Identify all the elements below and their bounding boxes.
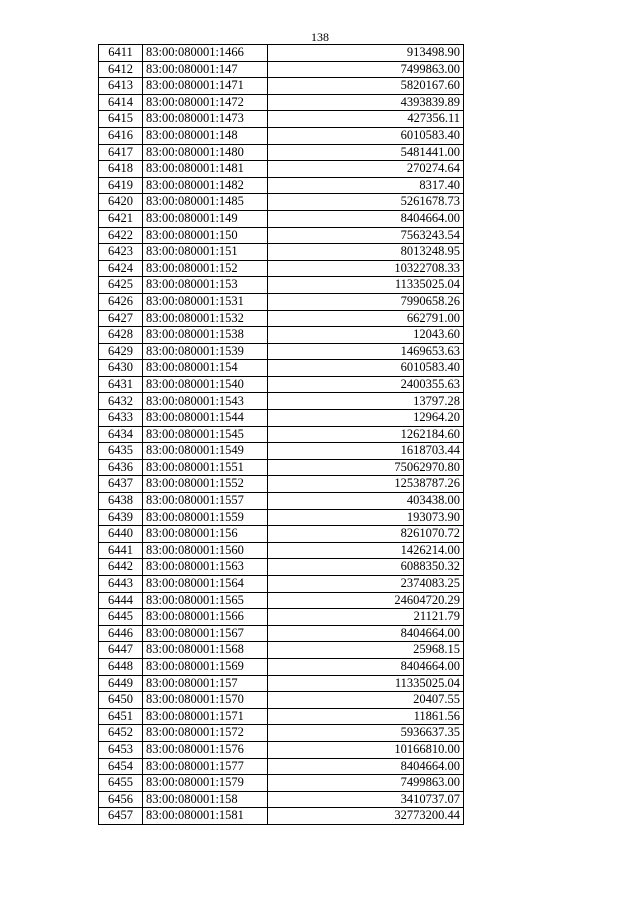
table-row [99, 642, 464, 659]
row-number-cell: 6419 [99, 177, 143, 194]
row-number-cell: 6447 [99, 642, 143, 659]
table-row [99, 277, 464, 294]
row-number-cell: 6442 [99, 559, 143, 576]
row-number-cell: 6441 [99, 542, 143, 559]
cadastral-number-cell: 83:00:080001:1545 [143, 426, 268, 443]
cadastral-number-cell: 83:00:080001:1563 [143, 559, 268, 576]
row-number-cell: 6437 [99, 476, 143, 493]
table-row [99, 708, 464, 725]
cadastral-number-cell: 83:00:080001:1540 [143, 376, 268, 393]
cadastral-value-cell: 12964.20 [268, 410, 464, 427]
table-row [99, 758, 464, 775]
cadastral-number-cell: 83:00:080001:1568 [143, 642, 268, 659]
row-number-cell: 6432 [99, 393, 143, 410]
table-row [99, 343, 464, 360]
table-row [99, 310, 464, 327]
cadastral-number-cell: 83:00:080001:1549 [143, 443, 268, 460]
cadastral-number-cell: 83:00:080001:1473 [143, 111, 268, 128]
cadastral-value-cell: 1262184.60 [268, 426, 464, 443]
table-row [99, 161, 464, 178]
table-row [99, 692, 464, 709]
cadastral-value-cell: 270274.64 [268, 161, 464, 178]
table-row [99, 741, 464, 758]
cadastral-value-cell: 5820167.60 [268, 78, 464, 95]
table-row [99, 675, 464, 692]
row-number-cell: 6445 [99, 609, 143, 626]
table-row [99, 327, 464, 344]
row-number-cell: 6436 [99, 459, 143, 476]
cadastral-value-cell: 11335025.04 [268, 675, 464, 692]
cadastral-value-cell: 403438.00 [268, 493, 464, 510]
row-number-cell: 6444 [99, 592, 143, 609]
cadastral-number-cell: 83:00:080001:1538 [143, 327, 268, 344]
table-row [99, 78, 464, 95]
cadastral-value-cell: 3410737.07 [268, 791, 464, 808]
row-number-cell: 6421 [99, 210, 143, 227]
row-number-cell: 6422 [99, 227, 143, 244]
row-number-cell: 6417 [99, 144, 143, 161]
table-row [99, 111, 464, 128]
table-row [99, 360, 464, 377]
cadastral-value-cell: 4393839.89 [268, 94, 464, 111]
cadastral-number-cell: 83:00:080001:150 [143, 227, 268, 244]
table-row [99, 526, 464, 543]
row-number-cell: 6456 [99, 791, 143, 808]
table-body [99, 45, 464, 825]
cadastral-value-cell: 913498.90 [268, 45, 464, 62]
table-row [99, 476, 464, 493]
table-row [99, 45, 464, 62]
cadastral-value-cell: 1469653.63 [268, 343, 464, 360]
cadastral-value-cell: 12043.60 [268, 327, 464, 344]
row-number-cell: 6423 [99, 244, 143, 261]
row-number-cell: 6431 [99, 376, 143, 393]
cadastral-value-cell: 10166810.00 [268, 741, 464, 758]
table-row [99, 725, 464, 742]
cadastral-value-cell: 8404664.00 [268, 625, 464, 642]
cadastral-value-cell: 6088350.32 [268, 559, 464, 576]
table-row [99, 443, 464, 460]
table-row [99, 393, 464, 410]
row-number-cell: 6427 [99, 310, 143, 327]
cadastral-number-cell: 83:00:080001:1466 [143, 45, 268, 62]
table-row [99, 227, 464, 244]
cadastral-value-cell: 427356.11 [268, 111, 464, 128]
cadastral-value-cell: 32773200.44 [268, 808, 464, 825]
row-number-cell: 6430 [99, 360, 143, 377]
table-row [99, 808, 464, 825]
cadastral-number-cell: 83:00:080001:1531 [143, 293, 268, 310]
cadastral-value-cell: 10322708.33 [268, 260, 464, 277]
row-number-cell: 6418 [99, 161, 143, 178]
cadastral-number-cell: 83:00:080001:157 [143, 675, 268, 692]
row-number-cell: 6420 [99, 194, 143, 211]
cadastral-value-cell: 7990658.26 [268, 293, 464, 310]
cadastral-number-cell: 83:00:080001:1572 [143, 725, 268, 742]
cadastral-number-cell: 83:00:080001:147 [143, 61, 268, 78]
cadastral-number-cell: 83:00:080001:1571 [143, 708, 268, 725]
cadastral-value-cell: 21121.79 [268, 609, 464, 626]
row-number-cell: 6446 [99, 625, 143, 642]
cadastral-number-cell: 83:00:080001:156 [143, 526, 268, 543]
cadastral-value-cell: 8404664.00 [268, 758, 464, 775]
row-number-cell: 6424 [99, 260, 143, 277]
table-row [99, 94, 464, 111]
cadastral-value-cell: 7499863.00 [268, 775, 464, 792]
row-number-cell: 6453 [99, 741, 143, 758]
cadastral-value-cell: 2400355.63 [268, 376, 464, 393]
cadastral-value-cell: 25968.15 [268, 642, 464, 659]
cadastral-number-cell: 83:00:080001:152 [143, 260, 268, 277]
table-row [99, 658, 464, 675]
cadastral-value-table [98, 44, 464, 825]
table-row [99, 542, 464, 559]
cadastral-value-cell: 7563243.54 [268, 227, 464, 244]
table-row [99, 791, 464, 808]
table-row [99, 775, 464, 792]
row-number-cell: 6433 [99, 410, 143, 427]
cadastral-value-cell: 5481441.00 [268, 144, 464, 161]
cadastral-value-cell: 6010583.40 [268, 360, 464, 377]
row-number-cell: 6415 [99, 111, 143, 128]
cadastral-value-cell: 8317.40 [268, 177, 464, 194]
cadastral-number-cell: 83:00:080001:1565 [143, 592, 268, 609]
row-number-cell: 6457 [99, 808, 143, 825]
cadastral-value-cell: 662791.00 [268, 310, 464, 327]
row-number-cell: 6434 [99, 426, 143, 443]
cadastral-number-cell: 83:00:080001:1471 [143, 78, 268, 95]
page-number: 138 [311, 30, 329, 44]
table-row [99, 61, 464, 78]
table-row [99, 144, 464, 161]
cadastral-number-cell: 83:00:080001:1579 [143, 775, 268, 792]
row-number-cell: 6438 [99, 493, 143, 510]
table-row [99, 592, 464, 609]
cadastral-value-cell: 12538787.26 [268, 476, 464, 493]
cadastral-number-cell: 83:00:080001:1559 [143, 509, 268, 526]
cadastral-number-cell: 83:00:080001:1576 [143, 741, 268, 758]
cadastral-number-cell: 83:00:080001:1564 [143, 576, 268, 593]
table-row [99, 576, 464, 593]
cadastral-number-cell: 83:00:080001:1570 [143, 692, 268, 709]
row-number-cell: 6435 [99, 443, 143, 460]
cadastral-number-cell: 83:00:080001:1581 [143, 808, 268, 825]
table-row [99, 509, 464, 526]
row-number-cell: 6412 [99, 61, 143, 78]
table-row [99, 459, 464, 476]
cadastral-number-cell: 83:00:080001:1543 [143, 393, 268, 410]
row-number-cell: 6440 [99, 526, 143, 543]
row-number-cell: 6448 [99, 658, 143, 675]
cadastral-value-cell: 11861.56 [268, 708, 464, 725]
cadastral-value-cell: 2374083.25 [268, 576, 464, 593]
cadastral-number-cell: 83:00:080001:1566 [143, 609, 268, 626]
cadastral-value-cell: 8404664.00 [268, 658, 464, 675]
table-row [99, 625, 464, 642]
cadastral-value-cell: 24604720.29 [268, 592, 464, 609]
cadastral-number-cell: 83:00:080001:1551 [143, 459, 268, 476]
row-number-cell: 6416 [99, 127, 143, 144]
cadastral-number-cell: 83:00:080001:153 [143, 277, 268, 294]
cadastral-number-cell: 83:00:080001:1567 [143, 625, 268, 642]
table-row [99, 559, 464, 576]
cadastral-number-cell: 83:00:080001:1544 [143, 410, 268, 427]
cadastral-value-cell: 11335025.04 [268, 277, 464, 294]
cadastral-value-cell: 1426214.00 [268, 542, 464, 559]
row-number-cell: 6413 [99, 78, 143, 95]
table-row [99, 210, 464, 227]
table-row [99, 127, 464, 144]
table-row [99, 609, 464, 626]
table-row [99, 293, 464, 310]
cadastral-number-cell: 83:00:080001:154 [143, 360, 268, 377]
cadastral-value-cell: 8261070.72 [268, 526, 464, 543]
table-row [99, 426, 464, 443]
cadastral-number-cell: 83:00:080001:148 [143, 127, 268, 144]
cadastral-number-cell: 83:00:080001:1485 [143, 194, 268, 211]
row-number-cell: 6426 [99, 293, 143, 310]
table-row [99, 493, 464, 510]
cadastral-value-cell: 8013248.95 [268, 244, 464, 261]
row-number-cell: 6450 [99, 692, 143, 709]
cadastral-number-cell: 83:00:080001:1539 [143, 343, 268, 360]
row-number-cell: 6429 [99, 343, 143, 360]
cadastral-number-cell: 83:00:080001:1481 [143, 161, 268, 178]
cadastral-number-cell: 83:00:080001:1482 [143, 177, 268, 194]
cadastral-number-cell: 83:00:080001:151 [143, 244, 268, 261]
cadastral-number-cell: 83:00:080001:1577 [143, 758, 268, 775]
row-number-cell: 6414 [99, 94, 143, 111]
table-row [99, 376, 464, 393]
table-row [99, 194, 464, 211]
row-number-cell: 6451 [99, 708, 143, 725]
table-row [99, 177, 464, 194]
cadastral-value-cell: 193073.90 [268, 509, 464, 526]
row-number-cell: 6455 [99, 775, 143, 792]
row-number-cell: 6428 [99, 327, 143, 344]
table-row [99, 410, 464, 427]
cadastral-number-cell: 83:00:080001:1480 [143, 144, 268, 161]
cadastral-value-cell: 6010583.40 [268, 127, 464, 144]
row-number-cell: 6449 [99, 675, 143, 692]
cadastral-number-cell: 83:00:080001:1569 [143, 658, 268, 675]
cadastral-number-cell: 83:00:080001:1552 [143, 476, 268, 493]
cadastral-value-cell: 7499863.00 [268, 61, 464, 78]
cadastral-number-cell: 83:00:080001:158 [143, 791, 268, 808]
cadastral-value-cell: 1618703.44 [268, 443, 464, 460]
table-row [99, 260, 464, 277]
cadastral-value-cell: 8404664.00 [268, 210, 464, 227]
cadastral-value-cell: 20407.55 [268, 692, 464, 709]
cadastral-value-cell: 5261678.73 [268, 194, 464, 211]
cadastral-number-cell: 83:00:080001:1560 [143, 542, 268, 559]
cadastral-value-cell: 5936637.35 [268, 725, 464, 742]
row-number-cell: 6425 [99, 277, 143, 294]
row-number-cell: 6411 [99, 45, 143, 62]
table-row [99, 244, 464, 261]
row-number-cell: 6454 [99, 758, 143, 775]
cadastral-value-cell: 13797.28 [268, 393, 464, 410]
row-number-cell: 6439 [99, 509, 143, 526]
row-number-cell: 6452 [99, 725, 143, 742]
cadastral-number-cell: 83:00:080001:1532 [143, 310, 268, 327]
cadastral-number-cell: 83:00:080001:1557 [143, 493, 268, 510]
cadastral-number-cell: 83:00:080001:1472 [143, 94, 268, 111]
row-number-cell: 6443 [99, 576, 143, 593]
cadastral-number-cell: 83:00:080001:149 [143, 210, 268, 227]
cadastral-value-cell: 75062970.80 [268, 459, 464, 476]
